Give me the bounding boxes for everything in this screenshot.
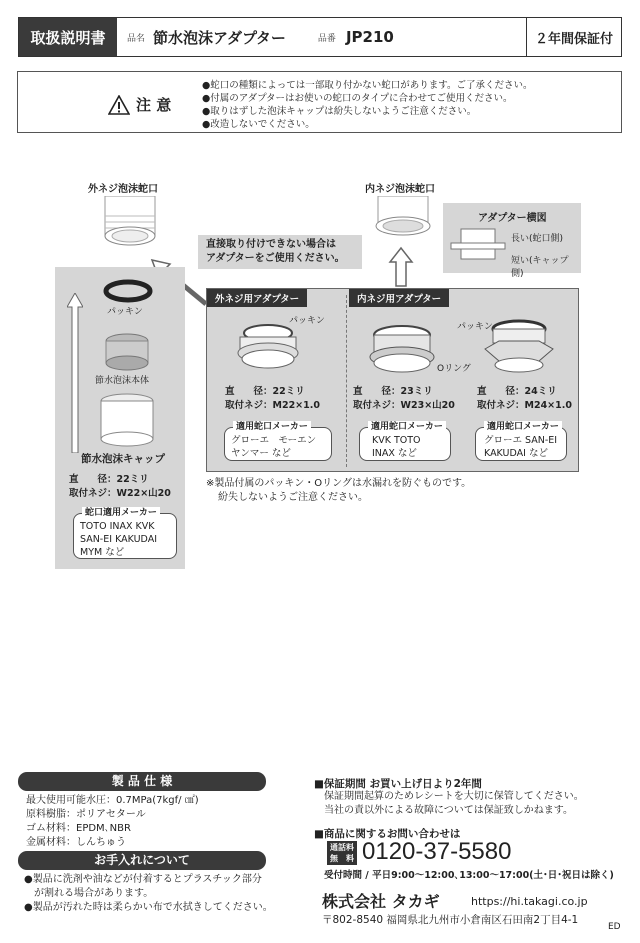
oring-label: Oリング <box>437 364 471 374</box>
left-spec: 直 径：22ミリ 取付ネジ：W22×山20 <box>69 474 171 499</box>
caution-item: ●蛇口の種類によっては一部取り付かない蛇口があります。ご了承ください。 <box>202 80 533 91</box>
adapter1-makers: 適用蛇口メーカー グローエ モーエン ヤンマー など <box>224 427 332 461</box>
adapter2-spec: 直 径：23ミリ 取付ネジ：W23×山20 <box>353 386 455 411</box>
care-title: お手入れについて <box>18 851 266 870</box>
company-url: https://hi.takagi.co.jp <box>471 895 588 908</box>
inner-adapter3-drawing <box>481 319 557 377</box>
cap-drawing <box>97 393 157 449</box>
free-call-badge: 通話料 無 料 <box>327 841 357 865</box>
header-bar <box>18 17 622 57</box>
caution-item: ●取りはずした泡沫キャップは紛失しないようご注意ください。 <box>202 106 477 117</box>
care-list: ●製品に洗剤や油などが付着するとプラスチック部分 が割れる場合があります。 ●製品が汚れた時は柔らかい布で水拭きしてください。 <box>24 874 273 913</box>
caution-item: ●付属のアダプターはお使いの蛇口のタイプに合わせてご使用ください。 <box>202 93 513 104</box>
business-hours: 受付時間 / 平日9:00～12:00､13:00～17:00(土･日･祝日は除く) <box>324 870 614 881</box>
left-makers-title: 蛇口適用メーカー <box>82 507 160 520</box>
inner-adapter2-drawing <box>367 325 437 377</box>
code-label: 品番 <box>317 33 336 44</box>
body-drawing <box>101 331 153 375</box>
direct-note: 直接取り付けできない場合は アダプターをご使用ください。 <box>198 235 362 269</box>
packing-a-label: パッキン <box>289 316 325 326</box>
product-name: 節水泡沫アダプター <box>153 28 286 47</box>
phone-number: 0120-37-5580 <box>362 838 512 865</box>
adapter-panel <box>206 288 579 472</box>
name-label: 品名 <box>127 33 146 44</box>
footnote: ※製品付属のパッキン・Oリングは水漏れを防ぐものです。 紛失しないようご注意ください。 <box>206 478 472 503</box>
contact-heading: ■商品に関するお問い合わせは <box>314 828 461 840</box>
outer-faucet-drawing <box>95 196 165 260</box>
warranty-heading: ■保証期間 お買い上げ日より2年間 <box>314 778 482 790</box>
footer-code: ED <box>608 922 621 932</box>
product-code: JP210 <box>345 28 394 46</box>
up-arrow-right <box>388 246 414 288</box>
side-long-label: 長い(蛇口側) <box>511 234 564 244</box>
side-view-drawing <box>449 227 509 267</box>
warranty-badge: ２年間保証付 <box>526 18 621 56</box>
product-info <box>117 18 542 56</box>
side-short-label: 短い(キャップ側) <box>511 256 569 279</box>
warranty-lines: 保証期間起算のためレシートを大切に保管してください。 当社の責以外による故障については保証致しかねます。 <box>324 791 584 816</box>
inner-faucet-label: 内ネジ泡沫蛇口 <box>365 184 435 195</box>
doc-title: 取扱説明書 <box>19 18 117 56</box>
outer-faucet-label: 外ネジ泡沫蛇口 <box>88 184 158 195</box>
left-makers-box: 蛇口適用メーカー TOTO INAX KVK SAN-EI KAKUDAI MYM など <box>73 513 177 559</box>
caution-box <box>17 71 622 133</box>
caution-list <box>202 79 533 131</box>
adapter3-makers: 適用蛇口メーカー グローエ SAN-EI KAKUDAI など <box>475 427 567 461</box>
water-saver-panel <box>55 267 185 569</box>
side-view-title: アダプター横図 <box>478 213 547 224</box>
warning-icon <box>108 95 130 115</box>
caution-title: 注 意 <box>136 96 172 114</box>
cap-label: 節水泡沫キャップ <box>81 453 165 465</box>
packing-drawing <box>103 279 153 303</box>
packing-label: パッキン <box>107 307 143 317</box>
inner-faucet-drawing <box>368 196 438 246</box>
specs-list: 最大使用可能水圧：0.7MPa(7kgf/ ㎠) 原料樹脂：ポリアセタール ゴム材料：EPDM､NBR 金属材料：しんちゅう <box>26 795 199 848</box>
adapter3-spec: 直 径：24ミリ 取付ネジ：M24×1.0 <box>477 386 572 411</box>
adapter1-spec: 直 径：22ミリ 取付ネジ：M22×1.0 <box>225 386 320 411</box>
inner-adapter-title: 内ネジ用アダプター <box>349 289 449 307</box>
adapter2-makers: 適用蛇口メーカー KVK TOTO INAX など <box>359 427 451 461</box>
packing-b-label: パッキン <box>457 322 493 332</box>
company-address: 〒802-8540 福岡県北九州市小倉南区石田南2丁目4-1 <box>322 914 579 926</box>
caution-item: ●改造しないでください。 <box>202 119 315 130</box>
caution-heading <box>108 94 171 115</box>
outer-adapter-title: 外ネジ用アダプター <box>207 289 307 307</box>
outer-adapter-drawing <box>232 323 304 373</box>
adapter-side-view <box>443 203 581 279</box>
up-arrow-left <box>67 293 83 453</box>
body-label: 節水泡沫本体 <box>95 376 150 386</box>
specs-title: 製 品 仕 様 <box>18 772 266 791</box>
company-name: 株式会社 タカギ <box>322 892 440 911</box>
